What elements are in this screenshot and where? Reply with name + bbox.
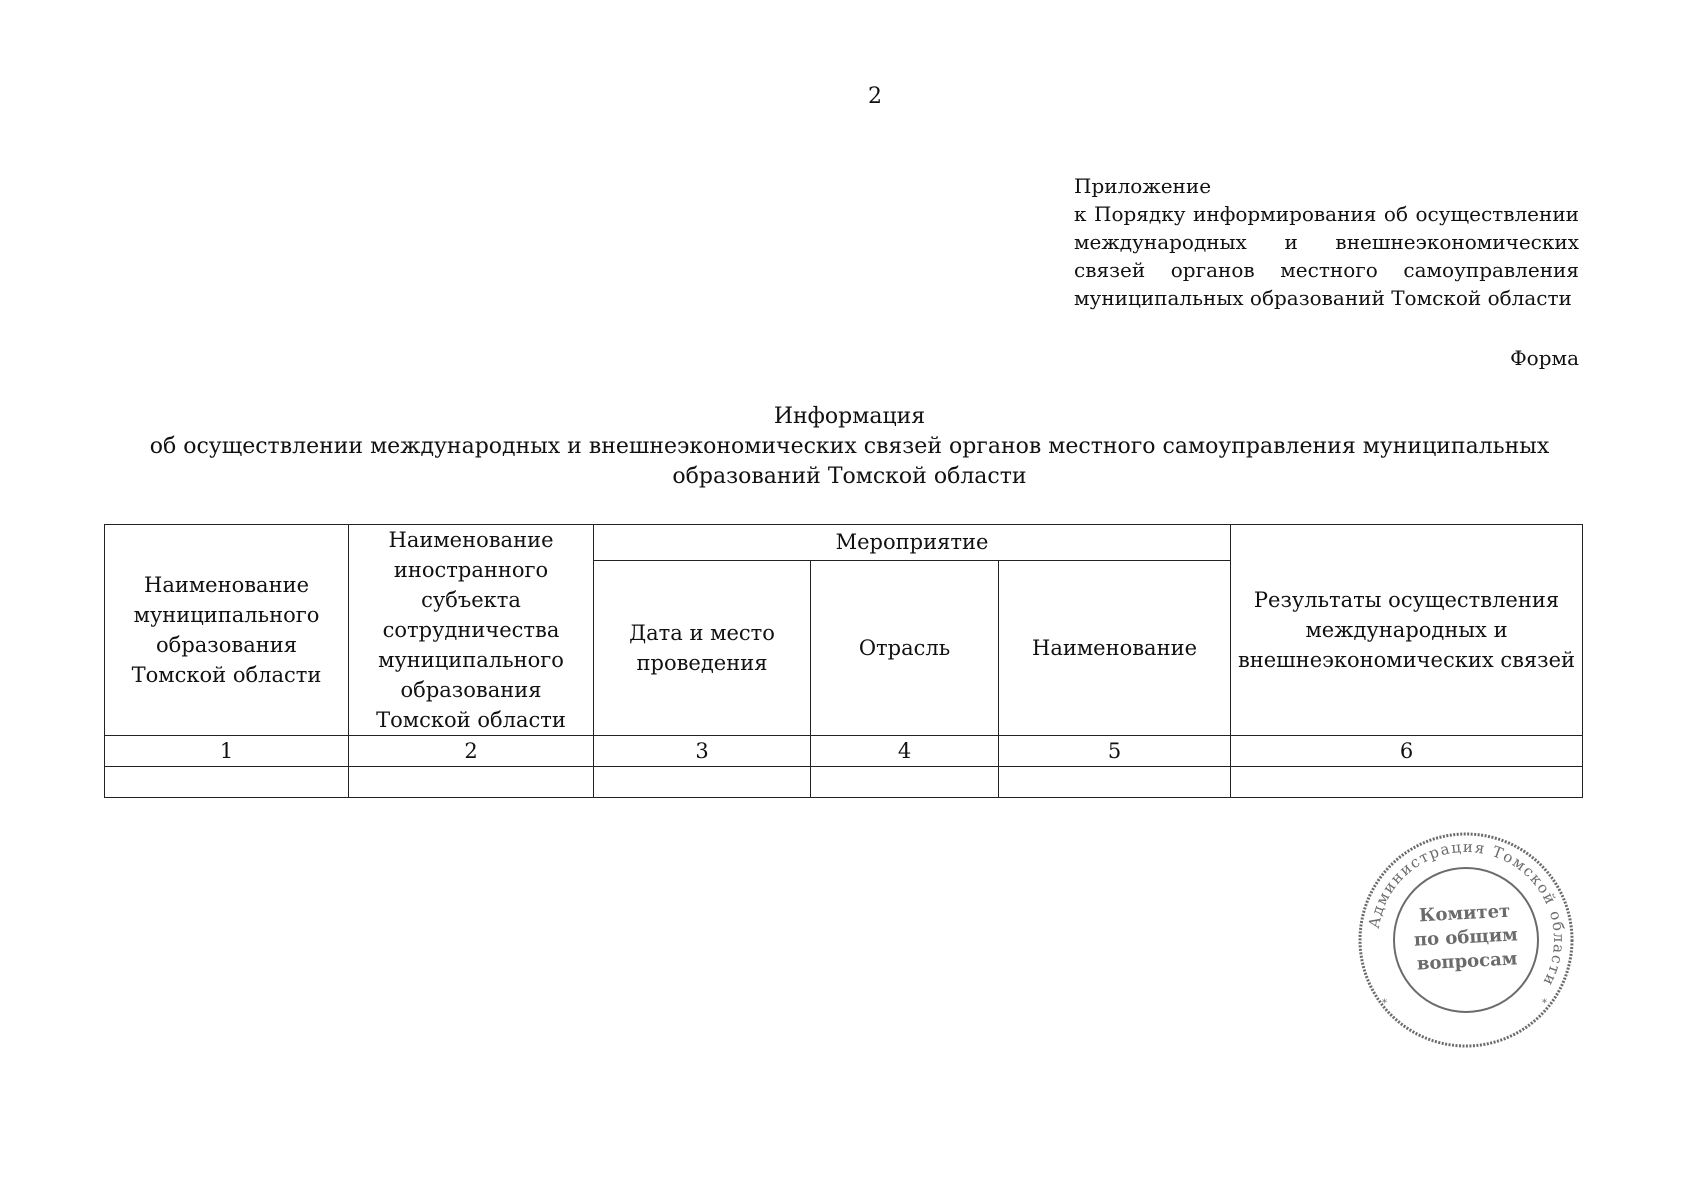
empty-cell	[105, 767, 349, 798]
document-title	[104, 402, 1595, 492]
stamp-star-icon: *	[1542, 998, 1547, 1009]
official-stamp	[1356, 830, 1576, 1050]
stamp-center-line: вопросам	[1416, 948, 1518, 975]
header-municipality: Наименование муниципального образования Томской области	[105, 525, 349, 736]
table-row	[105, 767, 1583, 798]
empty-cell	[811, 767, 999, 798]
information-table	[104, 524, 1583, 798]
empty-cell	[999, 767, 1231, 798]
empty-cell	[349, 767, 594, 798]
header-sector: Отрасль	[811, 560, 999, 735]
header-event-group: Мероприятие	[594, 525, 1231, 561]
column-number: 2	[349, 736, 594, 767]
column-number: 3	[594, 736, 811, 767]
column-number: 4	[811, 736, 999, 767]
appendix-line: международных и внешнеэкономических	[1074, 230, 1579, 254]
stamp-star-icon: *	[1382, 998, 1387, 1009]
appendix-line: Приложение	[1074, 174, 1212, 198]
column-number-row	[105, 736, 1583, 767]
appendix-line: к Порядку информирования об осуществлении	[1074, 202, 1579, 226]
header-results: Результаты осуществления международных и внешнеэкономических связей	[1231, 525, 1583, 736]
header-event-name: Наименование	[999, 560, 1231, 735]
appendix-line: связей органов местного самоуправления	[1074, 258, 1579, 282]
form-label: Форма	[1510, 346, 1579, 370]
page-number: 2	[868, 84, 882, 109]
stamp-center-line: по общим	[1413, 924, 1519, 951]
column-number: 5	[999, 736, 1231, 767]
title-line: образований Томской области	[672, 464, 1027, 489]
title-line: Информация	[773, 404, 926, 429]
stamp-center-line: Комитет	[1418, 900, 1511, 927]
header-foreign-partner: Наименование иностранного субъекта сотрудничества муниципального образования Томской области	[349, 525, 594, 736]
header-date-place: Дата и место проведения	[594, 560, 811, 735]
empty-cell	[1231, 767, 1583, 798]
stamp-outer-text: Администрация Томской области	[1364, 837, 1569, 990]
appendix-note	[1074, 172, 1579, 312]
empty-cell	[594, 767, 811, 798]
title-line: об осуществлении международных и внешнеэкономических связей органов местного самоуправления муниципальных	[149, 434, 1550, 459]
column-number: 6	[1231, 736, 1583, 767]
appendix-line: муниципальных образований Томской области	[1074, 286, 1572, 310]
column-number: 1	[105, 736, 349, 767]
